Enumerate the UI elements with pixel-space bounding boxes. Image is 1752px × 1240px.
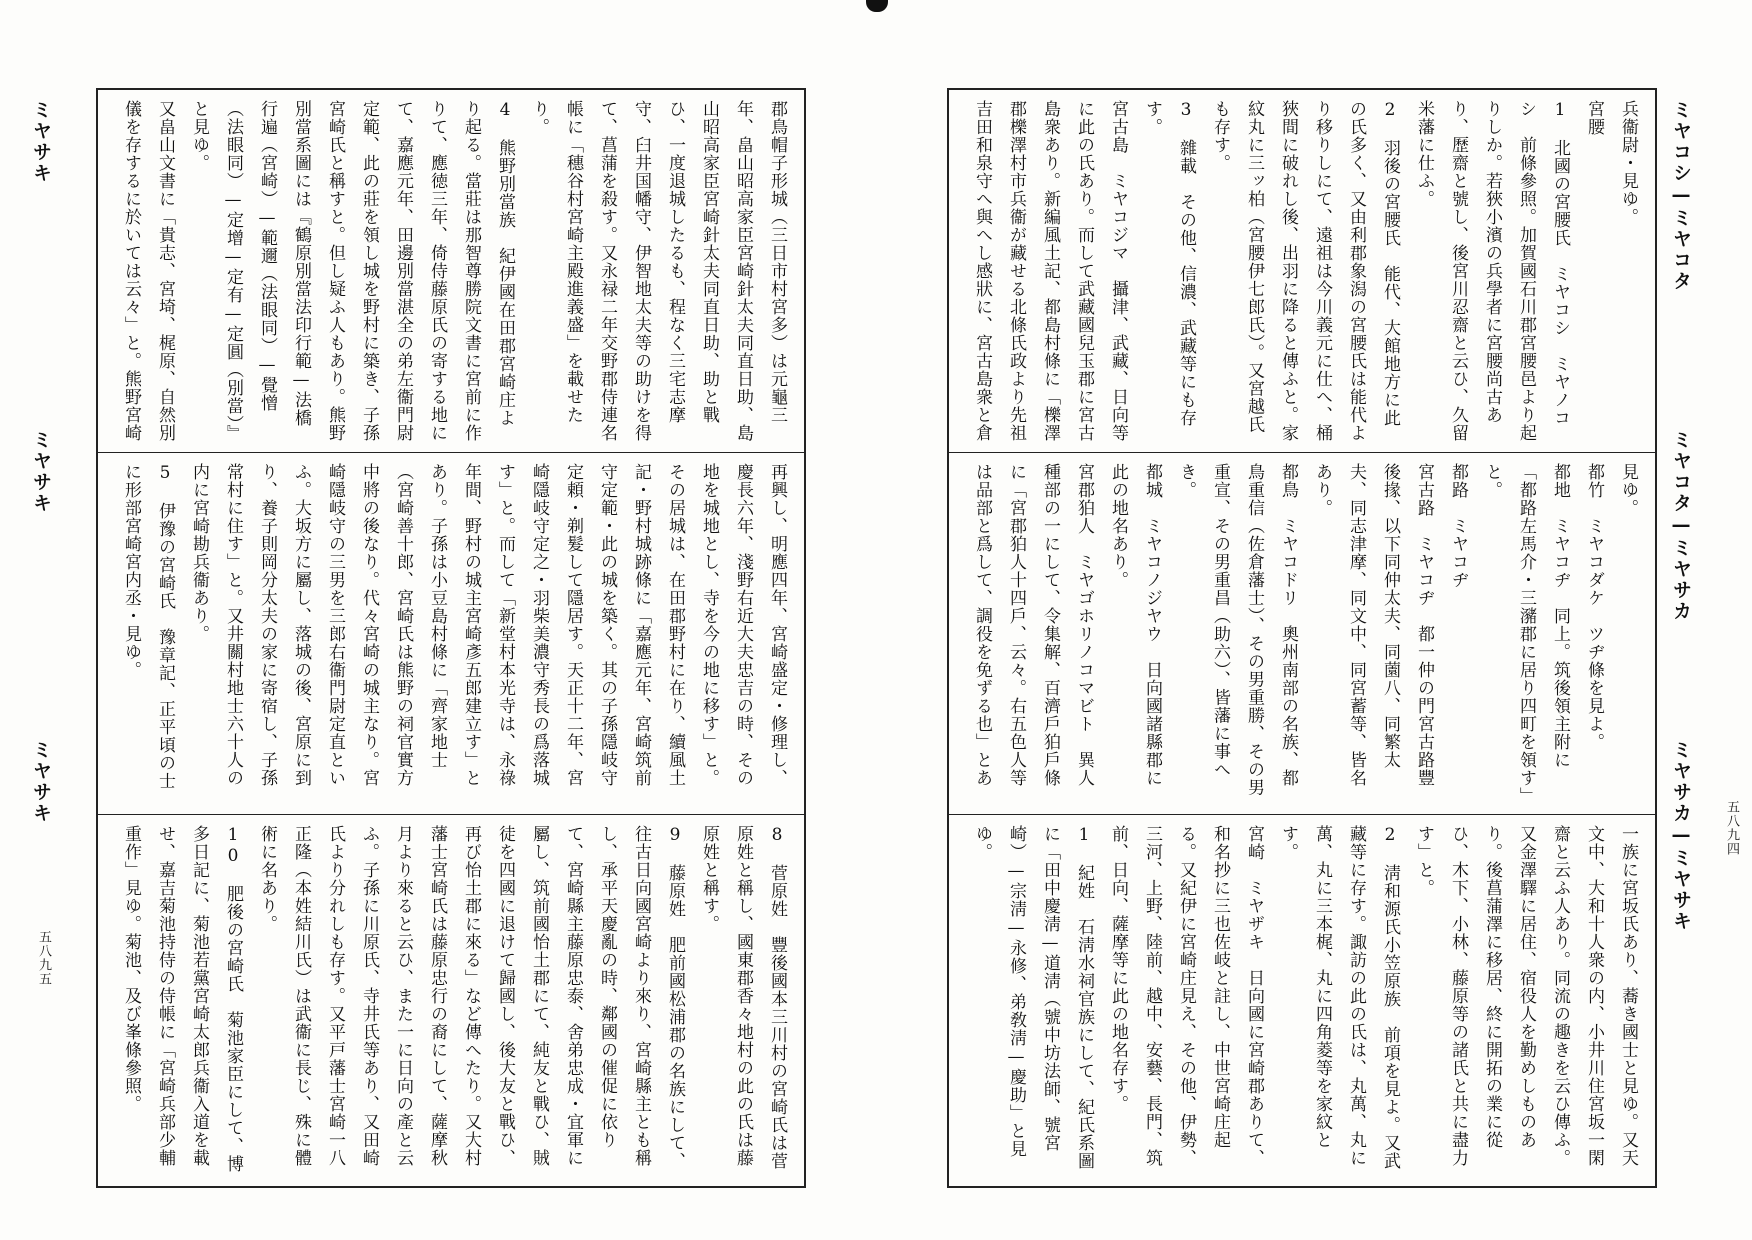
left-band-middle [98,452,804,814]
right-band-top-text: 兵衞尉・見ゆ。 宮腰 1 北國の宮腰氏 ミヤコシ ミヤノコシ 前條參照。加賀國石川郡宮腰邑より起りしか。若狹小濱の兵學者に宮腰尚古あり、歷齋と號し、後宮川忍齋と云ひ、久留米藩に仕ふ。 2 羽後の宮腰氏 能代、大館地方に此の氏多く、又由利郡象潟の宮腰氏は能代より移りしにて、遠祖は今川義元に仕へ、桶狹間に破れし後、出羽に降ると傳ふと。家紋丸に三ッ柏（宮腰伊七郎氏）。又宮越氏も存す。 3 雜載 その他、信濃、武藏等にも存す。 宮古島 ミヤコジマ 攝津、武藏、日向等に此の氏あり。而して武藏國兒玉郡に宮古島衆あり。新編風土記、都島村條に「櫟澤郡櫟澤村市兵衞が藏せる北條氏政より先祖吉田和泉守へ與へし感狀に、宮古島衆と倉 [972,100,1638,442]
left-band-middle-text: 再興し、明應四年、宮崎盛定・修理し、慶長六年、淺野右近大夫忠吉の時、その地を城地とし、寺を今の地に移す」と。その居城は、在田郡野村に在り、續風土記・野村城跡條に「嘉應元年、宮崎筑前守定範・此の城を築く。其の子孫隱岐守定頼・剃髮して隱居す。天正十二年、宮崎隱岐守定之・羽柴美濃守秀長の爲落城す」と。而して「新堂村本光寺は、永祿年間、野村の城主宮崎彥五郎建立す」とあり。子孫は小豆島村條に「齊家地士（宮崎善十郎、宮崎氏は熊野の祠官實方中將の後なり。代々宮崎の城主なり。宮崎隱岐守の三男を三郎右衞門尉定直といふ。大坂方に屬し、落城の後、宮原に到り、養子則岡分太夫の家に寄宿し、子孫常村に住す」と。又井關村地士六十人の内に宮崎勘兵衞あり。 5 伊豫の宮崎氏 豫章記、正平頃の士に形部宮崎宮内丞・見ゆ。 [121,463,787,790]
running-head-right-3: ミヤサカ—ミヤサキ [1670,740,1692,932]
running-head-left-2: ミヤサキ [30,430,52,514]
right-band-bottom-text: 一族に宮坂氏あり、蕎き國士と見ゆ。又天文中、大和十人衆の内、小井川住宮坂一閑齋と云ふ人あり。同流の趣きを云ひ傳ふ。又金澤驛に居住、宿役人を勤めしものあり。後菖蒲澤に移居、終に開拓の業に從ひ、木下、小林、藤原等の諸氏と共に盡力す」と。 2 淸和源氏小笠原族 前項を見よ。又武藏等に存す。諏訪の此の氏は、丸萬、丸に萬、丸に三本梶、丸に四角菱等を家紋とす。 宮崎 ミヤザキ 日向國に宮崎郡ありて、和名抄に三也佐岐と註し、中世宮崎庄起る。又紀伊に宮崎庄見え、その他、伊勢、三河、上野、陸前、越中、安藝、長門、筑前、日向、薩摩等に此の地名存す。 1 紀姓 石淸水祠官族にして、紀氏系圖に「田中慶淸—道淸（號中坊法師、號宮崎）—宗淸—永修、弟敎淸—慶助」と見ゆ。 [972,825,1638,1170]
running-head-left-1: ミヤサキ [30,100,52,184]
left-band-top [98,90,804,452]
page-number-right: 五八九四 [1724,800,1739,856]
right-band-top [949,90,1655,452]
right-band-bottom [949,814,1655,1186]
running-head-left-3: ミヤサキ [30,740,52,824]
running-head-right-2: ミヤコタ—ミヤサカ [1670,430,1692,622]
left-band-bottom [98,814,804,1186]
page-number-left: 五八九五 [36,930,51,986]
left-band-top-text: 郡鳥帽子形城（三日市村宮多）は元龜三年、畠山昭高家臣宮崎針太夫同直日助、島山昭高家臣宮崎針太夫同直日助、助と戰ひ、一度退城したるも、程なく三宅志摩守、臼井国幡守、伊智地太夫等の助けを得て、菖蒲を殺す。又永禄二年交野郡侍連名帳に「穗谷村宮崎主殿進義盛」を載せたり。 4 熊野別當族 紀伊國在田郡宮崎庄より起る。當莊は那智尊勝院文書に宮前に作りて、應徳三年、倚侍藤原氏の寄する地にて、嘉應元年、田邊別當湛全の弟左衞門尉定範、此の莊を領し城を野村に築き、子孫宮崎氏と稱すと。但し疑ふ人もあり。熊野別當系圖には『鶴原別當法印行範—法橋行遍（宮崎）—範邇（法眼同）—覺憎（法眼同）—定增—定有—定圓（別當）』と見ゆ。 又畠山文書に「貴志、宮埼、梶原、自然別儀を存するに於いては云々」と。熊野宮崎 [121,100,787,442]
left-band-bottom-text: 8 菅原姓 豐後國本三川村の宮崎氏は菅原姓と稱し、國東郡香々地村の此の氏は藤原姓と稱す。 9 藤原姓 肥前國松浦郡の名族にして、往古日向國宮崎より來り、宮崎縣主とも稱し、承平天慶亂の時、鄰國の催促に依りて、宮崎縣主藤原忠泰、舍弟忠成・宜軍に屬し、筑前國怡土郡にて、純友と戰ひ、賊徒を四國に退けて歸國し、後大友と戰ひ、再び怡土郡に來る」など傳へたり。又大村藩士宮崎氏は藤原忠行の裔にして、薩摩秋月より來ると云ひ、また一に日向の產と云ふ。子孫に川原氏、寺井氏等あり、又田崎氏より分れしも存す。又平戸藩士宮崎一八正隆（本姓結川氏）は武衞に長じ、殊に體術に名あり。 10 肥後の宮崎氏 菊池家臣にして、博多日記に、菊池若黨宮崎太郎兵衞入道を載せ、嘉吉菊池持侍の侍帳に「宮崎兵部少輔重作」見ゆ。菊池、及び峯條參照。 [121,825,787,1173]
right-page [947,88,1657,1188]
left-page [96,88,806,1188]
right-band-middle [949,452,1655,814]
binding-mark [866,0,888,12]
right-band-middle-text: 見ゆ。 都竹 ミヤコダケ ツヂ條を見よ。 都地 ミヤコヂ 同上。筑後領主附に「都路左馬介・三瀦郡に居り四町を領す」と。 都路 ミヤコヂ 宮古路 ミヤコヂ 都一仲の門宮古路豐後掾、以下同仲太夫、同薗八、同繁太夫、同志津摩、同文中、同宮蓄等、皆名あり。 都鳥 ミヤコドリ 奧州南部の名族、都鳥重信（佐倉藩士）、その男重勝、その男重宣、その男重昌（助六）、皆藩に事へき。 都城 ミヤコノジヤウ 日向國諸縣郡に此の地名あり。 宮郡狛人 ミヤゴホリノコマビト 異人種部の一にして、令集解、百濟戶狛戶條に「宮郡狛人十四戶、云々。右五色人等は品部と爲して、調役を免ずる也」とあ [972,463,1638,797]
running-head-right-1: ミヤコシ—ミヤコタ [1670,100,1692,292]
